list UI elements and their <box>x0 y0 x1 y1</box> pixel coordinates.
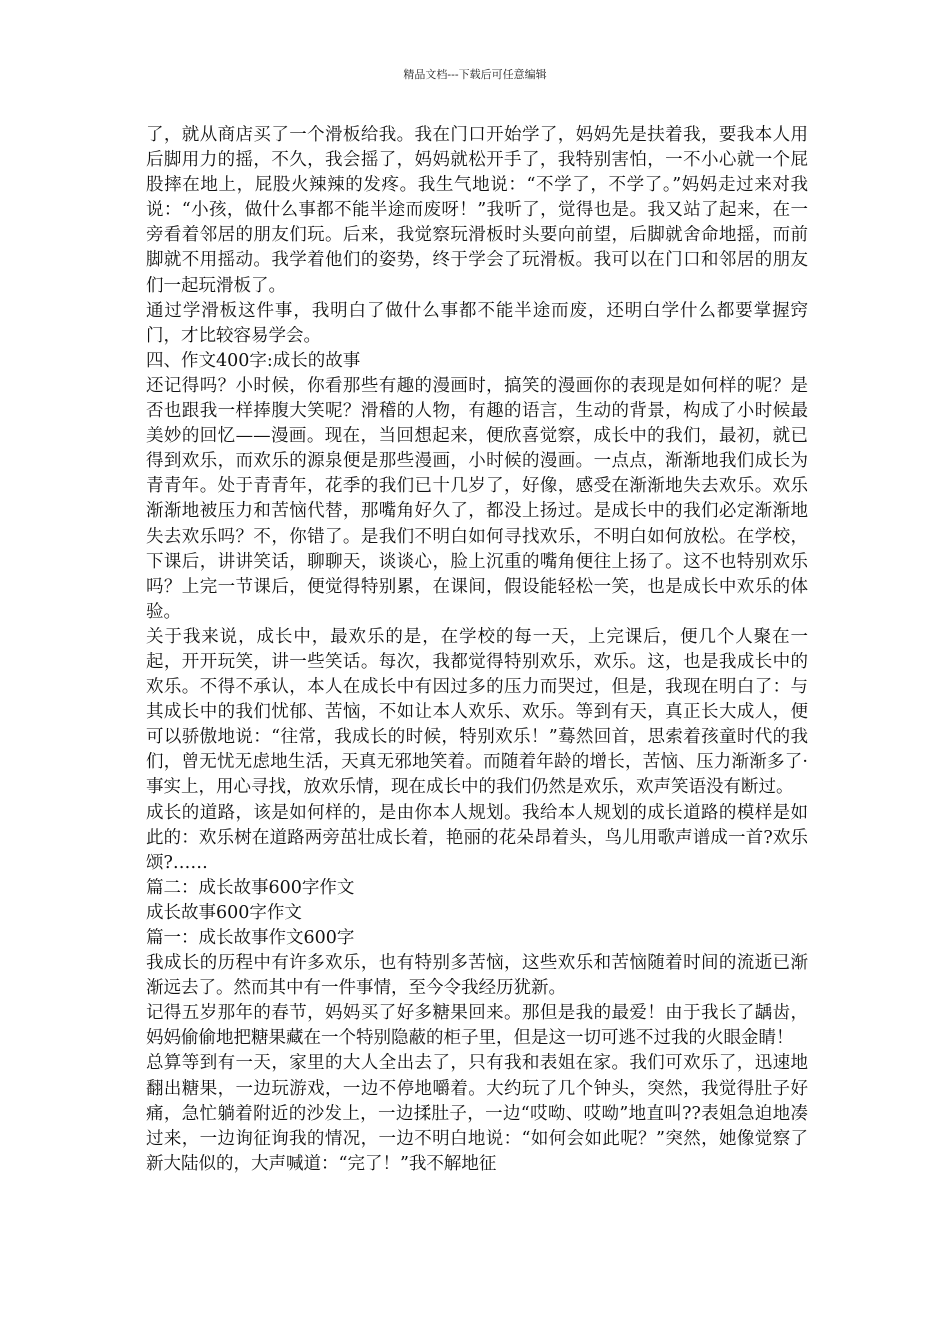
paragraph: 还记得吗？小时候，你看那些有趣的漫画时，搞笑的漫画你的表现是如何样的呢？是否也跟我一样捧腹大笑呢？滑稽的人物，有趣的语言，生动的背景，构成了小时候最美妙的回忆——漫画。现在，当回想起来，便欣喜觉察，成长中的我们，最初，就已得到欢乐，而欢乐的源泉便是那些漫画，小时候的漫画。一点点，渐渐地我们成长为青青年。处于青青年，花季的我们已十几岁了，好像，感受在渐渐地失去欢乐。欢乐渐渐地被压力和苦恼代替，那嘴角好久了，都没上扬过。是成长中的我们必定渐渐地失去欢乐吗？不，你错了。是我们不明白如何寻找欢乐，不明白如何放松。在学校，下课后，讲讲笑话，聊聊天，谈谈心，脸上沉重的嘴角便往上扬了。这不也特别欢乐吗？上完一节课后，便觉得特别累，在课间，假设能轻松一笑，也是成长中欢乐的体验。 <box>146 375 808 622</box>
section-heading: 四、作文400字:成长的故事 <box>146 350 361 371</box>
section-heading: 成长故事600字作文 <box>146 902 302 923</box>
section-heading: 篇一：成长故事作文600字 <box>146 928 355 948</box>
document-body <box>146 123 808 1177</box>
section-heading: 篇二：成长故事600字作文 <box>146 877 355 898</box>
paragraph: 了，就从商店买了一个滑板给我。我在门口开始学了，妈妈先是扶着我，要我本人用后脚用力的摇，不久，我会摇了，妈妈就松开手了，我特别害怕，一不小心就一个屁股摔在地上，屁股火辣辣的发疼。我生气地说：“不学了，不学了。”妈妈走过来对我说：“小孩，做什么事都不能半途而废呀！”我听了，觉得也是。我又站了起来，在一旁看着邻居的朋友们玩。后来，我觉察玩滑板时头要向前望，后脚就舍命地摇，而前脚就不用摇动。我学着他们的姿势，终于学会了玩滑板。我可以在门口和邻居的朋友们一起玩滑板了。 <box>146 125 808 296</box>
paragraph: 成长的道路，该是如何样的，是由你本人规划。我给本人规划的成长道路的模样是如此的：欢乐树在道路两旁茁壮成长着，艳丽的花朵昂着头，鸟儿用歌声谱成一首?欢乐颂?…… <box>146 802 808 873</box>
paragraph: 我成长的历程中有许多欢乐，也有特别多苦恼，这些欢乐和苦恼随着时间的流逝已渐渐远去了。然而其中有一件事情，至今令我经历犹新。 <box>146 953 808 999</box>
page-header: 精品文档---下载后可任意编辑 <box>403 68 547 81</box>
paragraph: 记得五岁那年的春节，妈妈买了好多糖果回来。那但是我的最爱！由于我长了龋齿，妈妈偷偷地把糖果藏在一个特别隐蔽的柜子里，但是这一切可逃不过我的火眼金睛！ <box>146 1003 808 1049</box>
paragraph: 通过学滑板这件事，我明白了做什么事都不能半途而废，还明白学什么都要掌握窍门，才比较容易学会。 <box>146 300 808 346</box>
paragraph: 关于我来说，成长中，最欢乐的是，在学校的每一天，上完课后，便几个人聚在一起，开开玩笑，讲一些笑话。每次，我都觉得特别欢乐，欢乐。这，也是我成长中的欢乐。不得不承认，本人在成长中有因过多的压力而哭过，但是，我现在明白了：与其成长中的我们忧郁、苦恼，不如让本人欢乐、欢乐。等到有天，真正长大成人，便可以骄傲地说：“往常，我成长的时候，特别欢乐！”蓦然回首，思索着孩童时代的我们，曾无忧无虑地生活，天真无邪地笑着。而随着年龄的增长，苦恼、压力渐渐多了·事实上，用心寻找，放欢乐情，现在成长中的我们仍然是欢乐，欢声笑语没有断过。 <box>146 626 808 798</box>
paragraph: 总算等到有一天，家里的大人全出去了，只有我和表姐在家。我们可欢乐了，迅速地翻出糖果，一边玩游戏，一边不停地嚼着。大约玩了几个钟头，突然，我觉得肚子好痛，急忙躺着附近的沙发上，一边揉肚子，一边“哎呦、哎呦”地直叫??表姐急迫地凑过来，一边询征询我的情况，一边不明白地说：“如何会如此呢？”突然，她像觉察了新大陆似的，大声喊道：“完了！”我不解地征 <box>146 1053 808 1174</box>
